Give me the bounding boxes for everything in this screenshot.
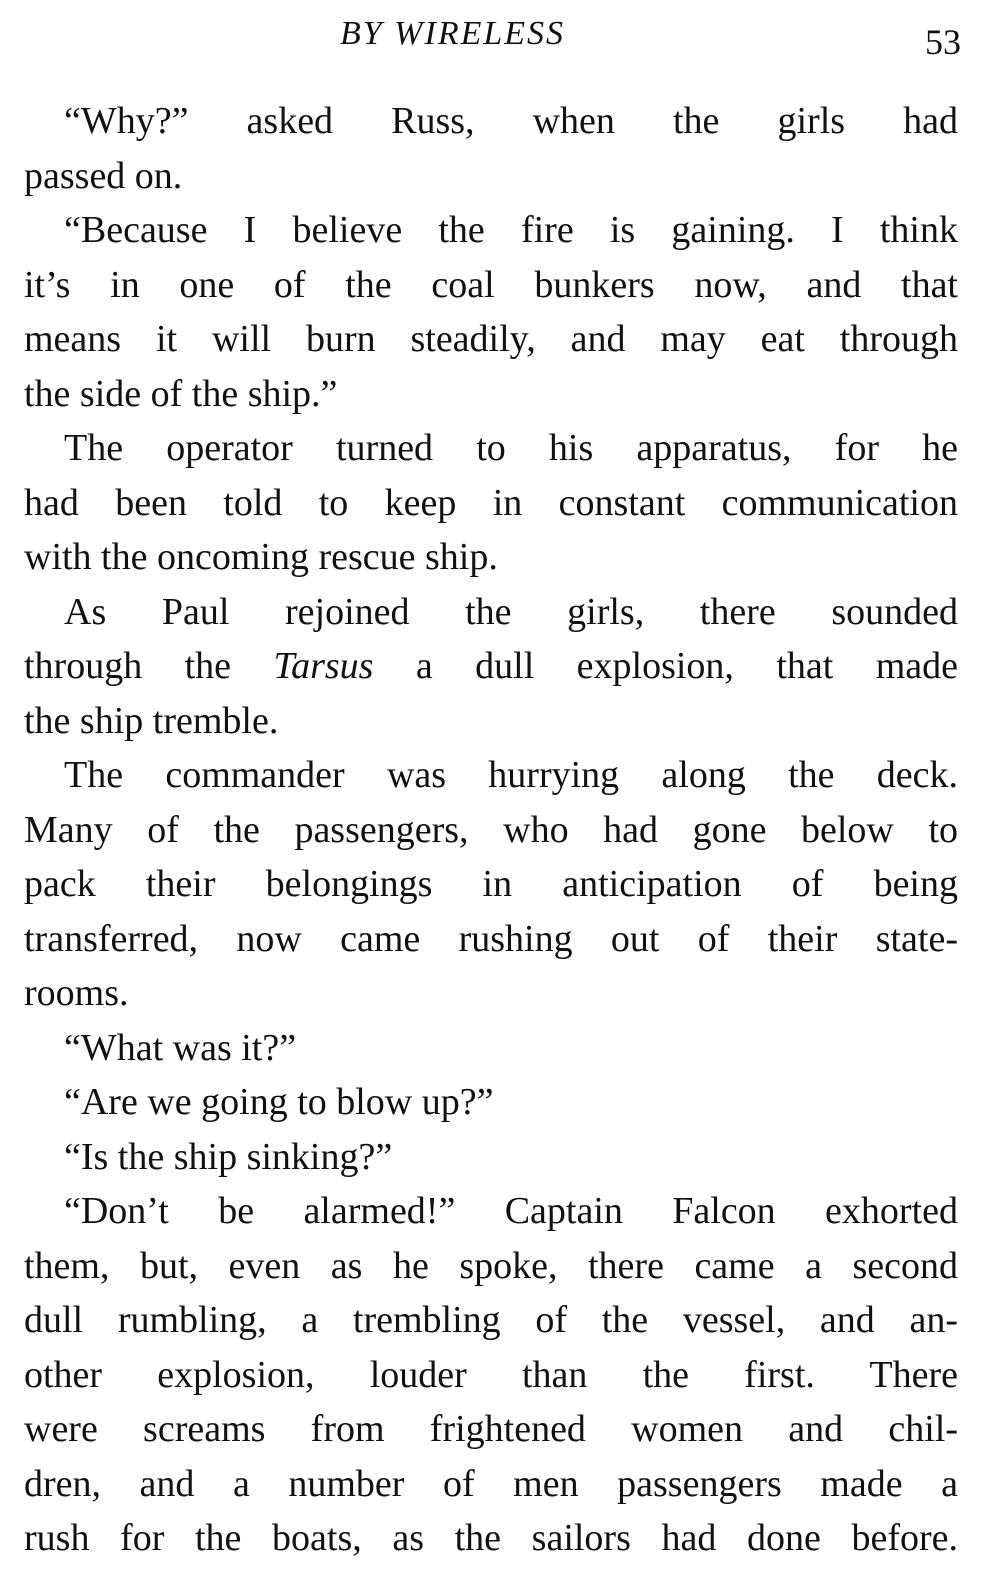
text-line: dull rumbling, a trembling of the vessel, and an- [24, 1299, 958, 1341]
text-line: passed on. [24, 154, 183, 197]
text-segment: through the [24, 645, 274, 687]
text-line: “What was it?” [64, 1026, 297, 1069]
text-line: “Because I believe the fire is gaining. I think [64, 209, 958, 251]
text-line [24, 639, 958, 694]
text-line: them, but, even as he spoke, there came a second [24, 1244, 958, 1287]
text-line: The operator turned to his apparatus, for he [64, 427, 958, 469]
text-segment: a dull explosion, that made [373, 645, 958, 687]
text-line: “Why?” asked Russ, when the girls had [64, 100, 958, 142]
text-line: had been told to keep in constant communication [24, 481, 958, 524]
text-line: As Paul rejoined the girls, there sounded [64, 590, 958, 633]
text-line: were screams from frightened women and chil- [24, 1408, 958, 1450]
text-line: rush for the boats, as the sailors had done before. [24, 1517, 958, 1559]
text-line: transferred, now came rushing out of their state- [24, 917, 958, 960]
text-line: “Is the ship sinking?” [64, 1135, 393, 1178]
text-line: it’s in one of the coal bunkers now, and that [24, 263, 958, 306]
text-line: dren, and a number of men passengers made a [24, 1462, 958, 1505]
body-text [24, 94, 958, 1566]
text-line: means it will burn steadily, and may eat through [24, 318, 958, 360]
text-line: The commander was hurrying along the deck. [64, 754, 958, 796]
text-line: “Don’t be alarmed!” Captain Falcon exhorted [64, 1190, 958, 1232]
text-line: rooms. [24, 972, 129, 1014]
text-line: with the oncoming rescue ship. [24, 536, 498, 578]
text-line: pack their belongings in anticipation of being [24, 863, 958, 905]
text-line: Many of the passengers, who had gone below to [24, 808, 958, 851]
ship-name: Tarsus [273, 645, 374, 687]
text-line: the side of the ship.” [24, 372, 338, 415]
text-line: the ship tremble. [24, 699, 279, 742]
running-header [0, 12, 989, 62]
chapter-title: BY WIRELESS [340, 15, 566, 52]
text-line: other explosion, louder than the first. There [24, 1353, 958, 1396]
page-number: 53 [925, 22, 961, 62]
text-line: “Are we going to blow up?” [64, 1081, 494, 1123]
